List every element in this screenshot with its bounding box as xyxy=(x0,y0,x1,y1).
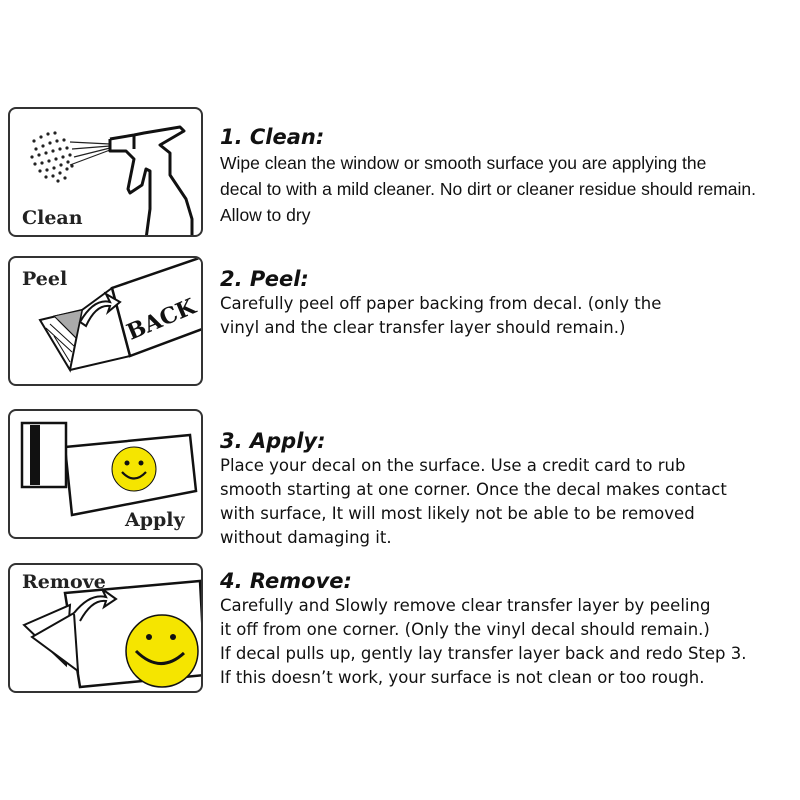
step-line: If decal pulls up, gently lay transfer layer back and redo Step 3. xyxy=(220,644,747,663)
remove-panel-label: Remove xyxy=(22,571,106,593)
step-line: Wipe clean the window or smooth surface you are applying the xyxy=(220,153,707,173)
step-line: If this doesn’t work, your surface is not clean or too rough. xyxy=(220,668,705,687)
step-clean xyxy=(220,124,790,228)
clean-panel xyxy=(8,107,203,237)
step-line: without damaging it. xyxy=(220,528,392,547)
step-line: it off from one corner. (Only the vinyl decal should remain.) xyxy=(220,620,710,639)
step-apply xyxy=(220,428,790,550)
clean-panel-label: Clean xyxy=(22,207,83,229)
step-description xyxy=(220,292,790,340)
step-title: 4. Remove: xyxy=(220,569,352,593)
step-title: 1. Clean: xyxy=(220,125,325,149)
step-line: with surface, It will most likely not be able to be removed xyxy=(220,504,695,523)
step-remove xyxy=(220,568,790,690)
step-title: 3. Apply: xyxy=(220,429,326,453)
peel-panel-label: Peel xyxy=(22,268,68,290)
smiley-decal xyxy=(112,447,156,491)
step-line: Carefully and Slowly remove clear transfer layer by peeling xyxy=(220,596,711,615)
step-line: vinyl and the clear transfer layer should remain.) xyxy=(220,318,626,337)
step-title: 2. Peel: xyxy=(220,267,309,291)
step-line: decal to with a mild cleaner. No dirt or cleaner residue should remain. xyxy=(220,179,756,199)
step-description xyxy=(220,594,790,690)
step-line: smooth starting at one corner. Once the decal makes contact xyxy=(220,480,727,499)
step-line: Carefully peel off paper backing from decal. (only the xyxy=(220,294,662,313)
step-peel xyxy=(220,266,790,340)
apply-panel-label: Apply xyxy=(125,509,185,531)
step-description xyxy=(220,454,790,550)
smiley-decal xyxy=(126,615,198,687)
apply-panel xyxy=(8,409,203,539)
back-text: BACK xyxy=(122,293,200,346)
credit-card-icon xyxy=(22,423,66,487)
remove-panel xyxy=(8,563,203,693)
step-line: Allow to dry xyxy=(220,205,311,225)
step-line: Place your decal on the surface. Use a credit card to rub xyxy=(220,456,686,475)
peel-panel xyxy=(8,256,203,386)
step-description xyxy=(220,150,790,228)
